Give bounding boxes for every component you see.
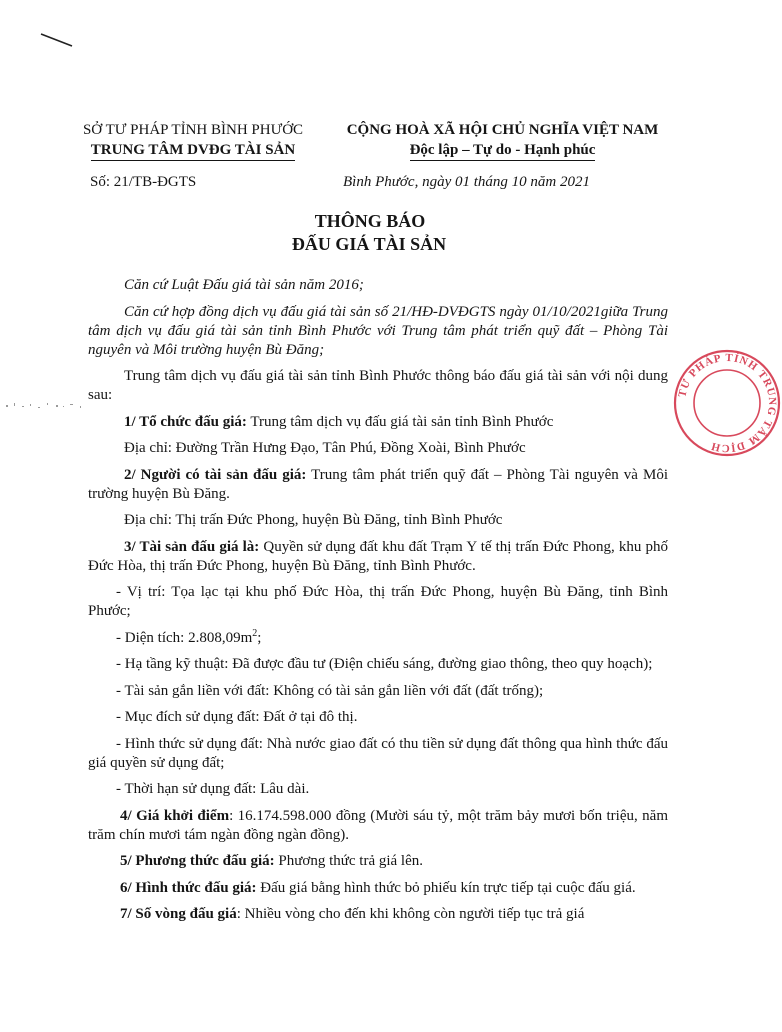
document-number: Số: 21/TB-ĐGTS bbox=[90, 174, 197, 190]
section-7-value: : Nhiều vòng cho đến khi không còn người tiếp tục trả giá bbox=[236, 906, 585, 922]
nation-name: CỘNG HOÀ XÃ HỘI CHỦ NGHĨA VIỆT NAM bbox=[346, 122, 659, 138]
national-motto: Độc lập – Tự do - Hạnh phúc bbox=[410, 140, 596, 161]
asset-area-end: ; bbox=[257, 629, 262, 646]
asset-land-use-form: - Hình thức sử dụng đất: Nhà nước giao đất có thu tiền sử dụng đất thông qua hình thức đấu giá quyền sử dụng đất; bbox=[88, 735, 668, 771]
section-1-address: Địa chỉ: Đường Trần Hưng Đạo, Tân Phú, Đồng Xoài, Bình Phước bbox=[124, 440, 526, 456]
section-7-label: 7/ Số vòng đấu giá bbox=[120, 906, 237, 922]
section-6-value: Đấu giá bằng hình thức bỏ phiếu kín trực tiếp tại cuộc đấu giá. bbox=[256, 879, 636, 896]
section-4-value: : 16.174.598.000 đồng (Mười sáu tỷ, một trăm bảy mươi bốn triệu, năm trăm chín mươi tám ngàn đồng ngàn đồng). bbox=[88, 807, 668, 843]
issuing-agency-header bbox=[68, 120, 318, 161]
national-header bbox=[330, 120, 675, 161]
section-5-value: Phương thức trả giá lên. bbox=[274, 853, 424, 869]
section-1-label: 1/ Tổ chức đấu giá: bbox=[124, 413, 247, 430]
section-7 bbox=[88, 905, 668, 924]
section-2-value: Trung tâm phát triển quỹ đất – Phòng Tài nguyên và Môi trường huyện Bù Đăng. bbox=[88, 466, 668, 502]
section-4 bbox=[88, 807, 668, 845]
svg-text:TƯ PHÁP TỈNH TRUNG TÂM DỊCH: TƯ PHÁP TỈNH TRUNG TÂM DỊCH bbox=[676, 351, 779, 455]
title-line-1: THÔNG BÁO bbox=[314, 211, 426, 231]
scan-noise-marks bbox=[0, 400, 140, 414]
asset-area-text: - Diện tích: 2.808,09m bbox=[116, 629, 253, 646]
pen-stroke-mark bbox=[40, 30, 74, 50]
section-3-value: Quyền sử dụng đất khu đất Trạm Y tế thị trấn Đức Phong, khu phố Đức Hòa, thị trấn Đức Phong, huyện Bù Đăng, tỉnh Bình Phước. bbox=[88, 538, 668, 574]
section-6-label: 6/ Hình thức đấu giá: bbox=[120, 879, 257, 896]
section-2-address: Địa chỉ: Thị trấn Đức Phong, huyện Bù Đăng, tỉnh Bình Phước bbox=[124, 512, 503, 528]
title-line-2: ĐẤU GIÁ TÀI SẢN bbox=[291, 234, 447, 254]
section-3 bbox=[88, 538, 668, 576]
document-date: Bình Phước, ngày 01 tháng 10 năm 2021 bbox=[343, 174, 590, 190]
document-body bbox=[88, 276, 668, 932]
issuing-center-name: TRUNG TÂM DVĐG TÀI SẢN bbox=[91, 140, 295, 161]
section-1 bbox=[88, 413, 668, 432]
official-seal-stamp bbox=[672, 348, 782, 458]
asset-area bbox=[88, 629, 668, 648]
section-5 bbox=[88, 852, 668, 871]
asset-location: - Vị trí: Tọa lạc tại khu phố Đức Hòa, thị trấn Đức Phong, huyện Bù Đăng, tỉnh Bình Phước; bbox=[88, 584, 668, 619]
section-1-value: Trung tâm dịch vụ đấu giá tài sản tỉnh Bình Phước bbox=[246, 413, 554, 430]
asset-infrastructure: - Hạ tầng kỹ thuật: Đã được đầu tư (Điện chiếu sáng, đường giao thông, theo quy hoạch); bbox=[116, 656, 653, 672]
asset-land-use-term: - Thời hạn sử dụng đất: Lâu dài. bbox=[116, 781, 310, 797]
section-6 bbox=[88, 879, 668, 898]
section-2-label: 2/ Người có tài sản đấu giá: bbox=[124, 466, 307, 483]
section-5-label: 5/ Phương thức đấu giá: bbox=[120, 853, 275, 869]
asset-land-purpose: - Mục đích sử dụng đất: Đất ở tại đô thị. bbox=[116, 709, 358, 725]
section-2 bbox=[88, 466, 668, 504]
asset-attached-property: - Tài sản gắn liền với đất: Không có tài sản gắn liền với đất (đất trống); bbox=[116, 682, 544, 699]
parent-agency-name: SỞ TƯ PHÁP TỈNH BÌNH PHƯỚC bbox=[82, 122, 304, 138]
legal-basis-1: Căn cứ Luật Đấu giá tài sản năm 2016; bbox=[124, 277, 364, 293]
section-3-label: 3/ Tài sản đấu giá là: bbox=[124, 538, 260, 555]
intro-paragraph: Trung tâm dịch vụ đấu giá tài sản tỉnh Bình Phước thông báo đấu giá tài sản với nội dung sau: bbox=[88, 368, 668, 403]
section-4-label: 4/ Giá khởi điểm bbox=[120, 807, 230, 824]
legal-basis-2: Căn cứ hợp đồng dịch vụ đấu giá tài sản số 21/HĐ-DVĐGTS ngày 01/10/2021giữa Trung tâm dịch vụ đấu giá tài sản tỉnh Bình Phước với Trung tâm phát triển quỹ đất – Phòng Tài nguyên và Môi trường huyện Bù Đăng; bbox=[88, 303, 668, 358]
asset-area-superscript: 2 bbox=[252, 627, 258, 639]
document-title bbox=[0, 210, 730, 256]
